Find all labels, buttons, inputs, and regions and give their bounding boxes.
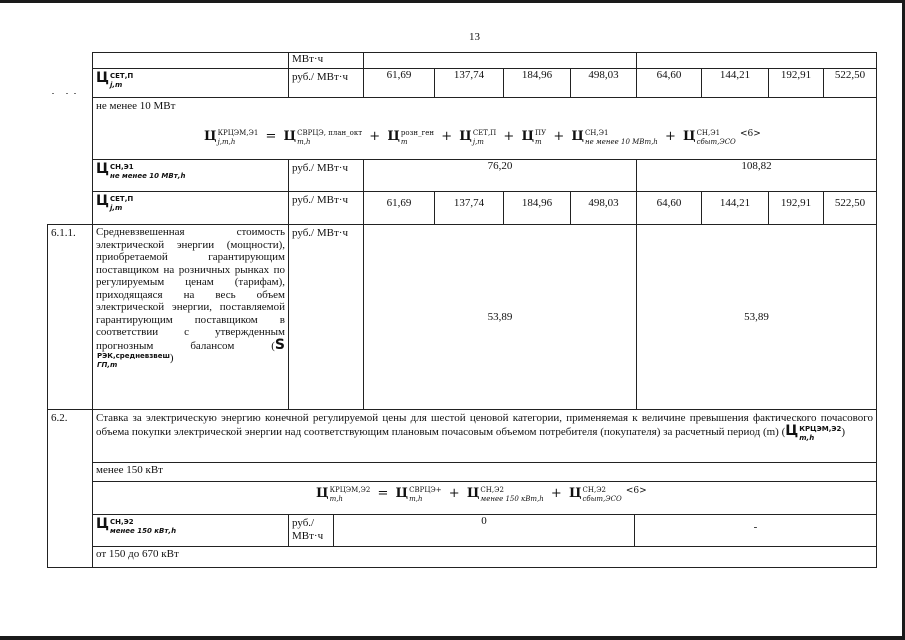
cell-empty-top-right xyxy=(636,52,877,69)
value-cell: 64,60 xyxy=(636,191,702,225)
sn-e1-symbol-cell: Ц СН,Э1 не менее 10 МВт,h xyxy=(92,159,289,192)
value-cell-merged: 0 xyxy=(333,514,635,547)
value-cell: 64,60 xyxy=(636,68,702,98)
cell-empty-top-mid xyxy=(363,52,637,69)
value-cell: 498,03 xyxy=(570,68,637,98)
tariff-symbol-cell: Ц СЕТ,П j,m xyxy=(92,68,289,98)
description-text: Средневзвешенная стоимость электрической энергии (мощности), приобретаемой гарантирующим поставщиком на розничных рынках по регулируемым ценам (тарифам), приходящаяся на весь объем электрической энергии, поставляемой гарантирующим поставщиком в соответствии с утвержденным прогнозным балансом (S РЭК,средневзвеш ГП,m ) xyxy=(96,226,285,369)
scan-speck xyxy=(66,93,68,94)
scan-speck xyxy=(74,93,76,94)
scan-edge-top xyxy=(0,0,905,3)
value-cell: 137,74 xyxy=(434,191,504,225)
scan-speck xyxy=(52,93,54,94)
value-cell: 498,03 xyxy=(570,191,637,225)
item-description-6-2 xyxy=(92,409,877,463)
item-number-6-1-1: 6.1.1. xyxy=(47,224,93,410)
subgroup-label-under-150kw: менее 150 кВт xyxy=(92,462,877,482)
value-cell: 137,74 xyxy=(434,68,504,98)
unit-cell: руб./ МВт·ч xyxy=(288,224,364,410)
unit-cell: руб./ МВт·ч xyxy=(288,514,334,547)
subgroup-label-150-670kw: от 150 до 670 кВт xyxy=(92,546,877,568)
subgroup-label-over-10mw: не менее 10 МВт xyxy=(92,97,877,224)
value-cell: 522,50 xyxy=(823,68,877,98)
tariff-symbol-cell: Ц СЕТ,П j,m xyxy=(92,191,289,225)
value-cell-merged: - xyxy=(634,514,877,547)
scan-edge-bottom xyxy=(0,636,905,640)
value-cell-merged: 53,89 xyxy=(636,224,877,410)
value-cell: 192,91 xyxy=(768,191,824,225)
value-cell: 144,21 xyxy=(701,191,769,225)
item-description-6-1-1 xyxy=(92,224,289,410)
unit-cell: руб./ МВт·ч xyxy=(288,191,364,225)
unit-cell: руб./ МВт·ч xyxy=(288,68,364,98)
value-cell: 184,96 xyxy=(503,191,571,225)
value-cell: 192,91 xyxy=(768,68,824,98)
value-cell-merged: 76,20 xyxy=(363,159,637,192)
value-cell-merged: 53,89 xyxy=(363,224,637,410)
unit-cell: руб./ МВт·ч xyxy=(288,159,364,192)
formula-e1: Ц КРЦЭМ,Э1 j,m,h = Ц СВРЦЭ, план_окт m,h + Ц розн_ген m + Ц СЕТ,П j,m + Ц ПУ m + Ц СН,Э1 не менее 10 МВт,h + Ц СН,Э1 сбыт,ЭСО $^{<6>}$ xyxy=(204,129,761,146)
formula-e2: Ц КРЦЭМ,Э2 m,h = Ц СВРЦЭ+ m,h + Ц СН,Э2 менее 150 кВт,h + Ц СН,Э2 сбыт,ЭСО $^{<6>}$ xyxy=(316,486,647,503)
description-text: Ставка за электрическую энергию конечной регулируемой цены для шестой ценовой категории, применяемая к величине превышения фактического почасового объема покупки электрической энергии над соответствующим плановым почасовым объемом потребителя (покупателя) за расчетный период (m) (Ц КРЦЭМ,Э2 m,h ) xyxy=(96,412,873,442)
sn-e2-symbol-cell: Ц СН,Э2 менее 150 кВт,h xyxy=(92,514,289,547)
page-number: 13 xyxy=(469,31,480,43)
value-cell: 522,50 xyxy=(823,191,877,225)
cell-empty-top-left xyxy=(92,52,289,69)
unit-cell: МВт·ч xyxy=(288,52,364,69)
item-number-6-2: 6.2. xyxy=(47,409,93,568)
value-cell: 144,21 xyxy=(701,68,769,98)
value-cell: 61,69 xyxy=(363,191,435,225)
value-cell: 184,96 xyxy=(503,68,571,98)
value-cell: 61,69 xyxy=(363,68,435,98)
value-cell-merged: 108,82 xyxy=(636,159,877,192)
